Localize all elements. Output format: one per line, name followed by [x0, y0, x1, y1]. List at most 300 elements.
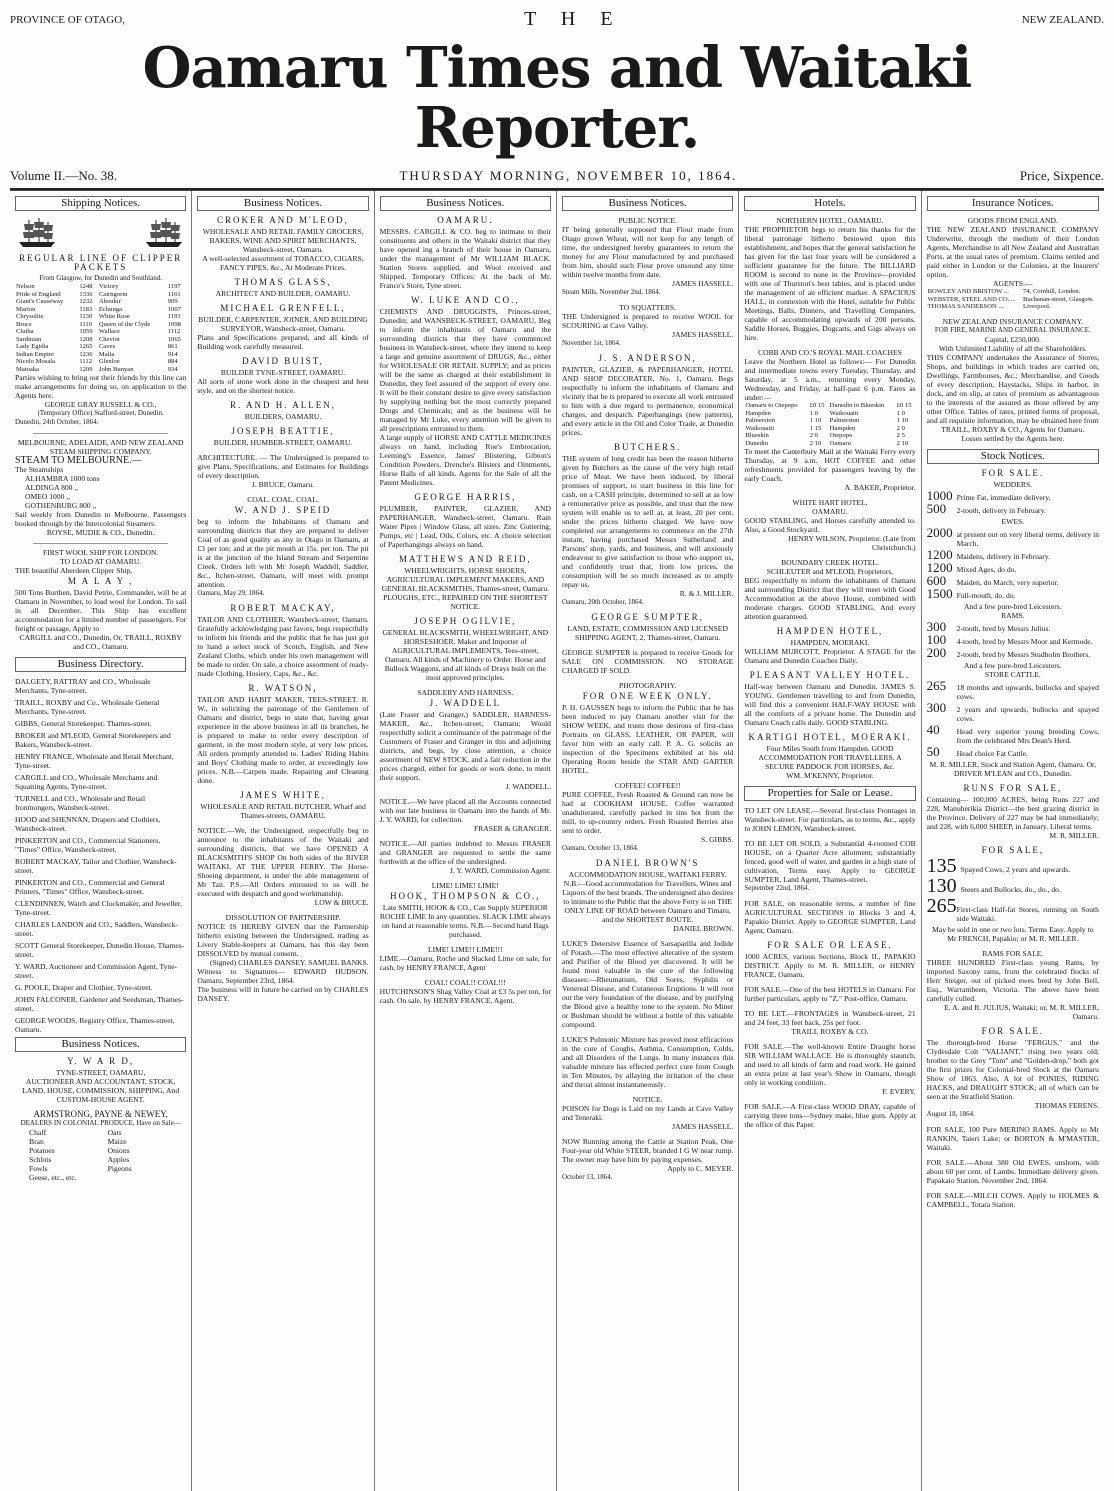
ad-date: Oamaru, May 29, 1864. [197, 589, 265, 597]
ad-title: MICHAEL GRENFELL, [220, 303, 346, 313]
ad-signature: FRASER & GRANGER. [473, 824, 551, 833]
ad-body: WILLIAM MURCOTT, Proprietor. A STAGE for the Oamaru and Dunedin Coaches Daily. [744, 647, 916, 665]
ad-body: NOW Running among the Cattle at Station Peak, One Four-year old White STEER, branded I G W near rump. The owner may have him by paying expenses. [561, 1137, 734, 1164]
photography-ad [562, 681, 733, 775]
fare-row [744, 410, 915, 418]
agent-row [927, 288, 1099, 296]
ad-body: BUILDER TYNE-STREET, OAMARU. [220, 368, 346, 377]
goods-from-england-ad [927, 216, 1099, 311]
ad-body: FOR SALE.—MILCH COWS. Apply to HOLMES & CAMPBELL, Totara Station. [926, 1190, 1099, 1209]
ad-body: NOTICE.—All parties indebted to Messrs FRASER and GRANGER are requested to settle the same forthwith at the office of the undersigned. [379, 839, 551, 866]
steam-melbourne-ad [15, 438, 186, 537]
column-1 [10, 191, 192, 1491]
ship-row-cell: 934 [167, 365, 178, 373]
directory-entry: PINKERTON and CO., Commercial and General Printers, "Times" Office, Wansbeck-street. [15, 878, 165, 896]
ad-signature: J. Y. WARD, Commission Agent. [449, 866, 551, 875]
ad-title: THOMAS GLASS, [234, 277, 332, 287]
ad-title: KARTIGI HOTEL, MOERAKI. [748, 732, 912, 742]
column-5 [739, 191, 921, 1491]
ad-body: Sail weekly from Dunedin to Melbourne. Passengers booked through by the Intercolonial Steamers. [15, 510, 187, 528]
luke-ad [380, 296, 551, 487]
white-hart-ad [744, 498, 915, 552]
ad-subtitle: TO LOAD AT OAMARU. [60, 557, 142, 566]
ad-date: Oamaru, October 13, 1864. [561, 844, 639, 852]
ad-subtitle: FOR FIRE, MARINE AND GENERAL INSURANCE. [934, 325, 1091, 334]
fare-row [744, 425, 915, 433]
capital: Capital, £250,000. [984, 334, 1041, 344]
produce-item: Fowls [29, 1164, 48, 1173]
ship-row-cell: 1197 [167, 283, 181, 290]
ship-icon [142, 216, 186, 250]
stock-row-count: 300 [926, 699, 947, 715]
ship-row-cell: Nicolo Mosala [16, 358, 56, 365]
stock-row-desc: 2-tooth, bred by Messrs Studholm Brothers. [956, 649, 1091, 659]
ad-title: BUTCHERS. [614, 442, 682, 452]
ad-signature: A. BAKER, Proprietor. [844, 483, 916, 492]
ship-row-cell: Wallace [98, 328, 120, 335]
ad-body: beg to inform the Inhabitants of Oamaru and surrounding districts that they are prepared to deliver Coal of as good quality as any in Otago in Oamaru, at £3 per ton; and at the pit mouth at 15s. per ton. The pit is at the junction of the Island Stream and Serpentine Creek. Orders left with Mr Joseph Waddell, Saddler, &c., Itchen-street, Oamaru, will meet with prompt attention. [197, 517, 369, 589]
ad-title: PLEASANT VALLEY HOTEL. [749, 670, 911, 680]
stock-row [926, 618, 1099, 634]
ad-title: LIME! LIME! LIME! [431, 881, 499, 890]
ship-row-cell: 1065 [167, 335, 181, 343]
ad-title: CROKER AND M'LEOD, [217, 215, 349, 225]
ship-row-cell: John Bunyan [98, 365, 134, 373]
ad-body-more: A large supply of HORSE AND CATTLE MEDICINES always on hand, including Roe's Embrocation, Leeming's Essence, James' Blistering, Gibton's Condition Powders, Drenche's Blisters and Ointments, Horse Balls of all kinds. Agents for the Sale of all the Patent Medicines. [379, 433, 551, 487]
stock-row-desc: at present out on very liberal terms, delivery in March. [956, 529, 1099, 548]
ad-body: PLUMBER, PAINTER, GLAZIER, AND PAPERHANGER, Wansbeck-street, Oamaru. Rain Water Pipes | Window Glass, all sizes. Zinc Guttering, Pumps, etc | Lead, Oils, Colors, etc. A choice selection of Paperhangings always on hand. [379, 504, 551, 549]
steamer-item: GOTHENBURG 800 ,, [25, 501, 97, 510]
ad-title: COBB AND CO.'S ROYAL MAIL COACHES [758, 348, 902, 357]
stock-row [926, 677, 1099, 701]
ad-title: PHOTOGRAPHY. [618, 681, 677, 690]
fare-row-cell: Oamaru [829, 439, 851, 447]
section-head-insurance: Insurance Notices. [927, 196, 1099, 211]
produce-item: Geese, etc., etc. [29, 1173, 77, 1182]
section-head-directory: Business Directory. [15, 657, 186, 672]
ad-body: GENERAL BLACKSMITH, WHEELWRIGHT, AND HORSESHOER. Maker and Importer of AGRICULTURAL IMPLEMENTS, Tees-street, Oamaru. All kinds of Machinery to Order. Horse and Bullock Waggons, and all kinds of Drays built on the most approved principles. [382, 628, 549, 682]
ad-subtitle: DEALERS IN COLONIAL PRODUCE, Have on Sale— [20, 1119, 181, 1127]
directory-entry: GIBBS, General Storekeeper, Thames-street. [15, 719, 152, 728]
beattie-ad [197, 427, 368, 447]
fare-row-cell: Waikouaiti [829, 409, 859, 417]
ad-witness: Witness to Signatures— EDWARD HUDSON. Oamaru, September 23rd, 1864. [197, 967, 369, 985]
ship-row-cell: 1193 [167, 313, 181, 320]
ad-signature: GEORGE GRAY RUSSELL & CO., [44, 400, 157, 409]
stock-row [926, 644, 1099, 660]
stock-row [926, 743, 1099, 759]
ad-body: ARCHITECT AND BUILDER, OAMARU. [215, 289, 351, 298]
ad-title: R. WATSON, [248, 683, 318, 693]
ad-body: THE Undersigned is prepared to receive WOOL for SCOURING at Cave Valley. [561, 312, 734, 330]
milch-cows-ad [927, 1191, 1099, 1209]
ad-title: GEORGE HARRIS, [414, 492, 517, 502]
ewes-title: EWES. [1001, 516, 1025, 526]
column-6 [922, 191, 1104, 1491]
directory-entry: CHARLES LANDON and CO., Saddlers, Wansbeck-street. [15, 920, 178, 938]
stock-row-desc: Head choice Fat Cattle. [956, 748, 1028, 758]
divider [33, 543, 168, 544]
ad-title: FOR SALE OR LEASE. [767, 940, 893, 950]
ad-subtitle: From Glasgow, for Dunedin and Southland. [39, 274, 162, 282]
ad-signature: CARGILL and CO., Dunedin, Or, TRAILL, ROXBY and CO., Oamaru. [19, 633, 182, 651]
ewes-ad [927, 1158, 1099, 1185]
ewes-note: And a few pure-bred Leicesters. [964, 601, 1062, 611]
coffee-ad [562, 781, 733, 853]
ad-body: FOR SALE, on reasonable terms, a number of fine AGRICULTURAL SECTIONS in Blocks 3 and 4, Papakio District. Apply to GEORGE SUMPTER, Land Agent, Oamaru. [744, 899, 916, 935]
directory-entry: G. POOLE, Draper and Clothier, Tyne-street. [15, 983, 153, 992]
ship-row-cell: Victory [98, 283, 119, 290]
pulmonic-ad [562, 1035, 733, 1089]
stock-row-desc: Prime Fat, immediate delivery. [956, 492, 1051, 502]
ad-body: BUILDER, CARPENTER, JOINER, AND BUILDING SURVEYOR, Wansbeck-street, Oamaru. [198, 315, 368, 333]
fare-row-cell: Waikouaiti [745, 424, 775, 432]
ad-body: FOR SALE.—One of the best HOTELS in Oamaru. For further particulars, apply to "Z," Post-office, Oamaru. [744, 985, 916, 1003]
ad-body: IT being generally supposed that Flour made from Otago grown Wheat, will not keep for any length of time, the undersigned hereby guarantees to return the money for any Flour manufactured by and purchased from him, should such Flour prove unsound any time within twelve months from date. [561, 225, 734, 279]
ad-date: November 1st, 1864. [561, 339, 621, 347]
ship-row-cell: Caves [98, 343, 116, 350]
ad-body: THE system of long credit has been the reason hitherto given by Butchers as the cause of the very high retail price of Meat. We have been induced, by liberal promises of support, to start business in this line for cash, on a CASH principle, determined to sell at as low a remunerative price as possible, and trust that the new system will enable us to sell at, at least, 20 per cent. under the prices hitherto charged. We have now completed our arrangements to commence on the 27th instant, having purchased Messrs Sutherland and Parsons' shop, yards, and business, and will anxiously endeavour to give satisfaction to those who support us, and confidently trust that, from low prices, the consumption will be so much increased as to amply repay us. [561, 454, 734, 589]
fare-row-cell: 2 10 [896, 439, 909, 447]
ad-body: WHEELWRIGHTS, HORSE SHOERS, AGRICULTURAL IMPLEMENT MAKERS, AND GENERAL BLACKSMITHS, Thames-street, Oamaru. PLOUGHS, ETC., REPAIRED ON THE SHORTEST NOTICE. [381, 566, 550, 611]
ad-title: PUBLIC NOTICE. [618, 216, 677, 225]
ship-row-cell: 1265 [79, 343, 93, 350]
coal-ad [380, 978, 551, 1005]
runs-for-sale-ad [927, 784, 1099, 840]
ad-title: ROBERT MACKAY, [230, 603, 336, 613]
pleasant-valley-ad [744, 671, 915, 727]
merino-ad [927, 1125, 1099, 1152]
ad-title: LIME! LIME!! LIME!!! [427, 945, 503, 954]
ship-row-cell: Echunga [98, 305, 122, 313]
ewes-list [926, 524, 1099, 601]
ship-row-cell: Glenloe [98, 358, 120, 365]
produce-item: Schlots [29, 1155, 52, 1164]
ad-subtitle: OAMARU. [812, 507, 848, 516]
section-head-stock: Stock Notices. [927, 449, 1099, 464]
stock-row [926, 524, 1099, 548]
ad-signature: J. WADDELL. [505, 782, 551, 791]
agent-row-cell: Buchanan-street, Glasgow. [1023, 295, 1094, 303]
ad-signature: HENRY WILSON, Proprietor. (Late from Christchurch.) [788, 534, 916, 552]
steer-notice [562, 1137, 733, 1182]
ad-date: Steam Mills, November 2nd, 1864. [561, 288, 661, 296]
produce-list [15, 1128, 186, 1182]
ad-title: R. AND H. ALLEN, [229, 400, 336, 410]
nz-insurance-ad [927, 317, 1099, 443]
lime-ad [380, 945, 551, 972]
ad-body: TAILOR AND HABIT MAKER, TEES-STREET. R. W., in soliciting the patronage of the Gentlemen of Oamaru and district, begs to state that, having great experience in the above business in all its branches, he is prepared to make to order every description of garment, in the most modern style, at very low prices. All orders promptly attended to. Ladies' Riding Habits and Boys' Clothing made to order, at exceedingly low prices. N.B.—Carpets made. Repairing and Cleaning done. [197, 695, 369, 785]
ship-row-cell: 884 [167, 358, 178, 365]
allen-ad [197, 401, 368, 421]
ad-title: FIRST WOOL SHIP FOR LONDON. [42, 548, 159, 557]
ad-title: COAL. COAL. COAL. [247, 495, 319, 504]
ad-signature-address: (Temporary Office) Stafford-street, Dunedin. [37, 409, 164, 417]
croker-ad [197, 216, 368, 272]
ad-body: WHOLESALE AND RETAIL FAMILY GROCERS, BAKERS, WINE AND SPIRIT MERCHANTS, Wansbeck-street, Oamaru. [202, 227, 364, 254]
agent-row [927, 303, 1099, 311]
fare-row-cell: Dunedin to Blueskin [829, 402, 885, 409]
ad-body: May be sold in one or two lots. Terms Easy. Apply to Mr FRENCH, Papakio; or M. R. MILLER. [932, 924, 1094, 943]
stock-row-desc: Maiden, do March, very superior. [956, 577, 1059, 587]
fare-row-cell: £0 15 [809, 402, 825, 409]
ad-title: SADDLERY AND HARNESS. [417, 688, 514, 697]
ad-title: GOODS FROM ENGLAND. [967, 216, 1058, 225]
ad-title: FOR SALE. [981, 1025, 1045, 1036]
harris-ad [380, 493, 551, 549]
hook-ad [380, 881, 551, 939]
ad-title: COAL! COAL!! COAL!!! [424, 978, 506, 987]
steamer-item: ALDINGA 800 ,, [25, 483, 79, 492]
fare-row-cell: 2 0 [896, 424, 905, 432]
ad-body: LAND, ESTATE, COMMISSION AND LICENSED SHIPPING AGENT, 2, Thames-street, Oamaru. [567, 624, 728, 642]
section-head-properties: Properties for Sale or Lease. [744, 786, 915, 801]
fare-row-cell: £0 15 [896, 402, 912, 409]
ad-signature: JAMES HASSELL. [672, 330, 734, 339]
stock-row-desc: First-class Half-fat Stores, running on South side Waitaki. [956, 904, 1099, 923]
anderson-ad [562, 354, 733, 437]
ad-title: NOTICE. [632, 1095, 663, 1104]
ship-row [15, 328, 186, 336]
stock-row [926, 631, 1099, 647]
ad-body-more: Losses settled by the Agents here. [961, 433, 1065, 443]
ship-table [15, 283, 186, 373]
ship-row-cell: 1059 [79, 328, 93, 335]
ship-row [15, 358, 186, 366]
ad-title: NORTHERN HOTEL, OAMARU. [776, 216, 884, 225]
ad-body: Half-way between Oamaru and Dunedin. JAMES S. YOUNG. Gentlemen travelling to and from Dunedin, will find this a convenient HALF-WAY HOUSE with all the comforts of a private home. The Dunedin and Oamaru Coach calls daily. GOOD STABLING. [744, 682, 916, 727]
ad-body: (Late Fraser and Granger,) SADDLER, HARNESS-MAKER, &c., Itchen-street, Oamaru; Would respectfully solicit a continuance of the patronage of the Customers of Fraser and Granger in this and adjoining districts, and begs, by close attention, a choice assortment of NEW STOCK, and a fair reduction in the prices charged, either for goods or work done, to merit their support. [379, 710, 551, 782]
ad-subtitle: HOOK, THOMPSON & CO., [390, 891, 541, 901]
ad-body: LUKE'S Detersive Essence of Sarsaparilla and Iodide of Potash.—The most effective alterative of the system and Purifier of the Blood yet discovered. It will be found most valuable in the cure of the following diseases:—Rheumatism, Old Sores, Syphilis or Venereal Disease, and Cutaneous Eruptions. It will root out the very foundation of the disease, and by purifying the Blood give a healthy tone to the system. No Miner or Bushman should be without a bottle of this valuable compound. [561, 939, 734, 1029]
fare-row-cell: 1 10 [896, 417, 909, 424]
stock-row-desc: 2-tooth, delivery in February. [956, 505, 1046, 515]
ad-body: GEORGE SUMPTER is prepared to receive Goods for SALE ON COMMISSION. NO STORAGE CHARGED IF SOLD. [561, 648, 734, 675]
wedders-title: WEDDERS. [993, 479, 1033, 489]
stock-row [926, 585, 1099, 601]
ship-row-cell: Clutha [16, 328, 34, 335]
steamer-list [15, 474, 186, 510]
ad-body: THE NEW ZEALAND INSURANCE COMPANY Underwrite, through the medium of their London Agents, Merchandise to all New Zealand and Australian Ports, at the usual rates of premium. Claims settled and paid either in London or the Colonies, at the Insurers' option. [926, 225, 1099, 279]
ship-row-cell: 1209 [79, 365, 93, 373]
columns [10, 190, 1104, 1491]
stock-row-count: 600 [926, 572, 947, 588]
fare-row-cell: Palmerston [745, 417, 775, 424]
ship-row-cell: Queen of the Clyde [98, 320, 151, 328]
ad-title: BOUNDARY CREEK HOTEL. [781, 558, 879, 567]
fare-row [744, 440, 915, 448]
ship-row-cell: Bruce [16, 320, 32, 328]
ad-title: HAMPDEN HOTEL, [776, 626, 884, 636]
ad-title: RAMS FOR SALE. [982, 948, 1044, 958]
the-label: T H E [524, 8, 623, 30]
country-label: NEW ZEALAND. [1021, 14, 1104, 26]
property-ad [744, 806, 915, 833]
stock-row [926, 874, 1099, 897]
ad-signature: Apply to C. MEYER. [667, 1164, 734, 1173]
cattle-title: STORE CATTLE. [984, 669, 1041, 679]
section-head-business: Business Notices. [562, 196, 733, 211]
directory-entry: Y. WARD, Auctioneer and Commission Agent, Tyne-street. [15, 962, 178, 980]
ad-title: RUNS FOR SALE, [963, 782, 1063, 793]
stock-row-desc: 18 months and upwards, bullocks and spayed cows. [956, 682, 1099, 701]
directory-entry: TURNELL and CO., Wholesale and Retail Ironmongers, Wansbeck-street. [15, 794, 146, 812]
fare-row-cell: Hampden [745, 409, 771, 417]
fare-row-cell: 2 5 [896, 432, 905, 439]
ad-body: The thorough-bred Horse "FERGUS," and the Clydesdale Colt "VALIANT," rising two years old; brother to the Grey "Tom" and "Golden-drop," both got the first prizes for Colonial-bred Stock at the Oamaru Show of 1863. Also, A lot of PONIES, RIDING HACKS, and DRAUGHT STOCK; all of which can be seen at the Stratfield Station. [926, 1037, 1099, 1101]
fares-table [744, 402, 915, 447]
ship-row-cell: 1183 [79, 305, 93, 313]
cattle-list [926, 677, 1099, 759]
ad-body: Parties wishing to bring out their friends by this line can make arrangements for doing so, on application to the Agents here. [15, 373, 187, 400]
ad-title: GEORGE SUMPTER, [591, 612, 704, 622]
property-ad [744, 899, 915, 935]
property-ad [744, 985, 915, 1003]
ship-row-cell: 909 [167, 298, 178, 305]
ad-body-more: To meet the Canterbury Mail at the Waitaki Ferry every Thursday, at 9 a.m. HOT COFFEE and other refreshments provided for passengers leaving by the early Coach. [744, 447, 916, 483]
ad-body: HUTCHINSON'S Shag Valley Coal at £3 5s per ton, for cash. On sale, by HENRY FRANCE, Agent. [379, 987, 551, 1005]
ad-body: TO BE LET.—FRONTAGES in Wansbeck-street, 21 and 24 feet, 33 feet back, 25s per foot. [744, 1009, 916, 1027]
directory-entry: ROBERT MACKAY, Tailor and Clothier, Wansbeck-street. [15, 857, 177, 875]
ad-signature: M. R. MILLER, Stock and Station Agent, Oamaru. Or, DRIVER M'LEAN and CO., Dunedin. [929, 759, 1097, 778]
ad-signature: DANIEL BROWN. [673, 924, 734, 933]
ad-date: Dunedin, 24th October, 1864. [15, 418, 99, 426]
property-ad [744, 1042, 915, 1096]
stock-row [926, 699, 1099, 723]
ship-row-cell: Nelson [16, 283, 35, 290]
rams-for-sale-ad [927, 949, 1099, 1021]
stock-for-sale-ad [927, 469, 1099, 778]
flour-notice [562, 216, 733, 297]
ad-headline: THE beautiful Aberdeen Clipper Ship, [15, 566, 133, 575]
stock-row [926, 559, 1099, 575]
ship-row-cell: Matoaka [16, 365, 40, 373]
section-head-business: Business Notices. [15, 1037, 186, 1052]
directory-entry: PINKERTON and CO., Commercial Stationers, "Times" Office, Wansbeck-street. [15, 836, 161, 854]
brown-ad [562, 859, 733, 933]
directory-entry: BROKER and M'LEOD, General Storekeepers and Bakers, Wansbeck-street. [15, 731, 171, 749]
dissolution-notice [197, 913, 368, 1003]
rams-list [926, 618, 1099, 660]
butchers-ad [562, 443, 733, 607]
bruce-ad [197, 453, 368, 489]
cargill-ad [380, 216, 551, 290]
ship-row [15, 313, 186, 321]
stock-row-count: 130 [926, 874, 957, 897]
column-4 [557, 191, 739, 1491]
ship-icon [15, 216, 59, 250]
stock-row-desc: Mixed Ages, do do. [956, 564, 1017, 574]
ad-signature: M. R. MILLER. [1049, 830, 1099, 840]
ad-signature: E. A. and R. JULIUS, Waitaki; or, M. R. MILLER, Oamaru. [944, 1002, 1099, 1021]
directory-entry: TRAILL, ROXBY and Co., Wholesale General Merchants, Tyne-street. [15, 698, 160, 716]
stock-row [926, 546, 1099, 562]
issue-date: THURSDAY MORNING, NOVEMBER 10, 1864. [399, 168, 738, 183]
matthews-ad [380, 555, 551, 611]
poison-notice [562, 1095, 733, 1131]
fare-row [744, 432, 915, 440]
ad-body: FOR SALE, 100 Pure MERINO RAMS. Apply to Mr RANKIN, Taieri Lake; or BORTON & M'MASTER, Waitaki. [926, 1124, 1099, 1152]
ad-body: Late SMITH, HOOK & CO., Can Supply SUPERIOR ROCHE LIME In any quantities. SLACK LIME always on hand at reasonable terms. N.B.—Second hand Bags purchased. [379, 903, 551, 939]
dateline [10, 168, 1104, 190]
hampden-hotel-ad [744, 627, 915, 665]
clipper-packets-ad [15, 254, 186, 427]
fare-row-cell: Palmerston [829, 417, 860, 424]
squatters-notice [562, 303, 733, 348]
ad-title: NEW ZEALAND INSURANCE COMPANY. [942, 316, 1083, 326]
stock-row-count: 265 [926, 677, 947, 693]
ad-date: Oamaru, 20th October, 1864. [561, 598, 644, 606]
ward-ad [15, 1057, 186, 1104]
fare-row-cell: 2 0 [809, 432, 818, 439]
stock-row [926, 854, 1099, 877]
produce-item: Potatoes [29, 1146, 55, 1155]
northern-hotel-ad [744, 216, 915, 342]
section-head-business: Business Notices. [380, 196, 551, 211]
stock-row-count: 1200 [926, 559, 953, 575]
volume-label: Volume II.—No. 38. [10, 168, 118, 183]
fraser-notice [380, 797, 551, 833]
produce-item: Chaff [29, 1128, 47, 1137]
stock-row [926, 500, 1099, 516]
ad-body: BEG respectfully to inform the inhabitants of Oamaru and surrounding District that they will meet with Good Accommodation at the above House, combined with moderate charges. GOOD STABLING, And every attention guaranteed. [744, 576, 916, 621]
ad-body: TAILOR AND CLOTHIER, Wansbeck-street, Oamaru. Gratefully acknowledging past favors, begs respectfully to inform his friends and the public that he has just got to hand a select stock of Scotch, English, and New Zealand Cloths, which under his own management will be made to order. On sale, a choice assortment of ready-made Clothing, Hosiery, Caps, &c., &c. [197, 615, 369, 678]
section-head-hotels: Hotels. [744, 196, 915, 211]
ad-body: TO LET ON LEASE.—Several first-class Frontages in Wansbeck-street. For particulars, as to terms, &c., apply to JOHN LEMON, Wansbeck-street. [744, 806, 916, 833]
directory-entry: HENRY FRANCE, Wholesale and Retail Merchant, Tyne-street. [15, 752, 174, 770]
ad-body: 1000 ACRES, various Sections, Block II., PAPAKIO DISTRICT. Apply to M. R. MILLER, or HENRY FRANCE, Oamaru. [744, 952, 916, 979]
stock-row-count: 100 [926, 631, 947, 647]
ad-title: REGULAR LINE OF CLIPPER PACKETS [19, 253, 183, 272]
stock-row-count: 1500 [926, 585, 953, 601]
agent-row [927, 296, 1099, 304]
ship-row-cell: 861 [167, 343, 178, 350]
masthead-title: Oamaru Times and Waitaki Reporter. [142, 35, 972, 161]
ad-signature: J. BRUCE, Oamaru. [251, 480, 315, 489]
stock-row-desc: Steers and Bullocks, do., do., do. [960, 884, 1061, 894]
ship-row-cell: 1112 [79, 358, 93, 365]
ship-row [15, 298, 186, 306]
ship-row-cell: Giant's Causeway [16, 298, 64, 305]
ad-title: JAMES WHITE, [240, 790, 326, 800]
stock-row-desc: 4-tooth, bred by Messrs Moor and Kermode. [956, 636, 1093, 646]
ad-body: Containing— 100,000 ACRES, being Runs 227 and 228, Manuherikia District—the best grazing district in the Province. Delivery of 227 may be had immediately; and 228, with 6,000 SHEEP, in January. Liberal terms. [926, 794, 1099, 831]
ship-row [15, 306, 186, 314]
stock-row [926, 894, 1099, 923]
wedders-list [926, 487, 1099, 516]
ad-signature: (Signed) CHARLES DANSEY. SAMUEL BANKS. [210, 958, 369, 967]
ad-title: ARMSTRONG, PAYNE & NEWEY, [33, 1109, 168, 1119]
fare-row-cell: Otepopo [829, 432, 853, 439]
ship-row [15, 336, 186, 344]
ad-body: P. H. GAUSSEN begs to inform the Public that he has been induced to pay Oamaru another visit for the SHOW WEEK, and trusts those desirous of first-class Portraits on GLASS, LEATHER, OR PAPER, will favor him with an early call. P. A. G. solicits an inspection of the Specimens exhibited at his old Operating Room beside the STAR AND GARTER HOTEL. [561, 703, 734, 775]
stock-row-count: 40 [926, 721, 940, 737]
ad-subtitle: SCHLEUTER and M'LEOD, Proprietors, [766, 567, 894, 576]
ad-body: PAINTER, GLAZIER, & PAPERHANGER, HOTEL AND SHOP DECORATER, No. 1, Oamaru, Begs respectfully to inform the inhabitants of Oamaru and vicinity that he is prepared to execute all work entrusted to him with a due regard to permanence, economical charges, and despatch. Paperhangings (new patterns), and every article in the Oil and Color Trade, at Dunedin prices. [561, 365, 734, 437]
directory-entry: HOOD and SHENNAN, Drapers and Clothiers, Wansbeck-street. [15, 815, 161, 833]
ship-row [15, 343, 186, 351]
ship-row-cell: 1248 [79, 283, 93, 290]
ad-body: FOR SALE.—About 380 Old EWES, unshorn, with about 60 per cent. of Lambs. Immediate delivery given. Papakaio Station, November 2nd, 1864. [926, 1157, 1099, 1185]
fare-row-cell: Blueskin [745, 432, 769, 439]
ad-signature: ROYSE, MUDIE & CO., Dunedin. [46, 528, 155, 537]
business-directory [15, 677, 186, 1034]
ad-signature: F. EVERY. [882, 1087, 916, 1096]
agent-row-cell: BOWLEY AND BRISTOW ... [927, 288, 1009, 295]
ad-title: DISSOLUTION OF PARTNERSHIP. [225, 913, 341, 922]
ad-title: OAMARU. [437, 215, 494, 225]
ship-row-cell: 1232 [79, 298, 93, 305]
